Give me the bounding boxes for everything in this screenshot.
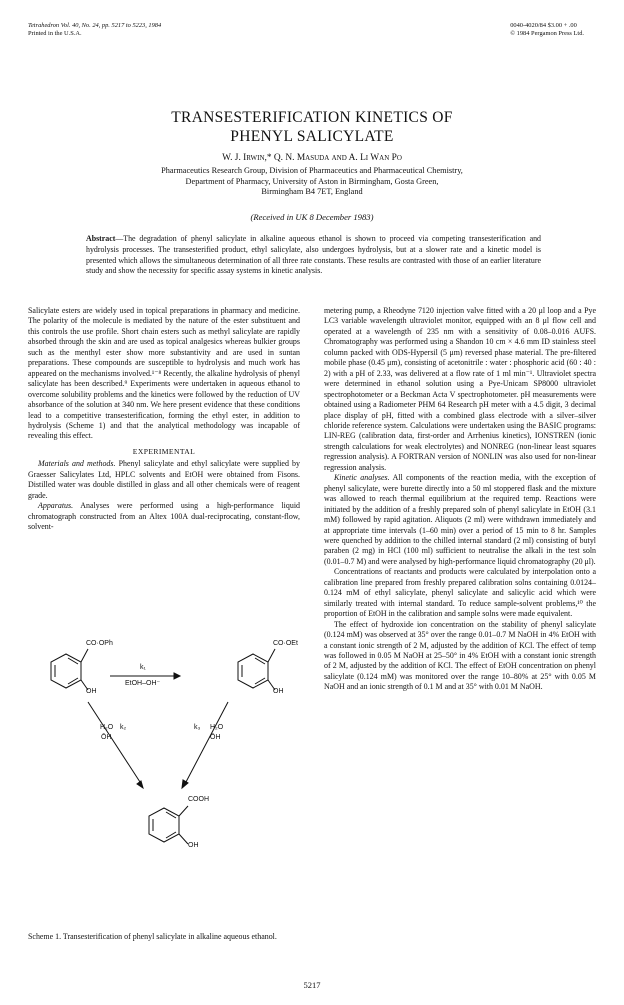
label-ethyl-ester: CO·OEt <box>273 640 298 647</box>
hydroxide-effect-paragraph: The effect of hydroxide ion concentration on the stability of phenyl salicylate (0.124 mM) was observed at 35° over the range 0.01–0.7 M NaOH in 4% EtOH with a constant ionic strength of 2 M, adjusted by the addition of KCl. The effect of temp was followed in 0.05 M NaOH at 25–50° in 4% EtOH with a constant ionic strength of 2 M, adjusted by the addition of KCl. The effect of EtOH concentration on phenyl salicylate (0.124 mM) was monitored over the range 10–80% at 25° with 0.05 M NaOH and an ionic strength of 0.1 M and at 35° with 0.01 M NaOH. <box>324 619 596 692</box>
label-h2o-right: H₂O <box>210 724 224 731</box>
right-column <box>324 306 596 693</box>
label-phenyl-ester: CO·OPh <box>86 640 113 647</box>
affiliation-line-2: Department of Pharmacy, University of Aston in Birmingham, Gosta Green, <box>185 176 439 186</box>
journal-header-right <box>510 22 584 38</box>
abstract <box>86 234 541 277</box>
journal-code: 0040-4020/84 $3.00 + .00 <box>510 22 577 29</box>
affiliation-line-3: Birmingham B4 7ET, England <box>261 187 363 197</box>
kinetic-analyses-text: All components of the reaction media, with the exception of phenyl salicylate, were burette directly into a 50 ml stoppered flask and the mixture was allowed to reach thermal equilibrium at the required temp. Reactions were initiated by the addition of a freshly prepared soln of phenyl salicylate in EtOH (3.1 mM) followed by rapid agitation. Aliquots (2 ml) were withdrawn immediately and at appropriate time intervals (1–60 min) over a period of 15 min to 8 hr. Samples were quenched by addition to the chilled internal standard (2 ml) consisting of butyl paraben (2 mg) in HCl (100 ml) sufficient to neutralise the alkali in the test soln (0.01–0.7 M) and were analysed by high-performance liquid chromatography (20 μl). <box>324 473 596 566</box>
apparatus-continued-paragraph: metering pump, a Rheodyne 7120 injection valve fitted with a 20 μl loop and a Pye LC3 variable wavelength ultraviolet monitor, equipped with an 8 μl flow cell and operated at a wavelength of 235 nm with a sensitivity of 0.08–0.016 AUFS. Chromatography was performed using a Shandon 10 cm × 4.6 mm ID stainless steel column packed with ODS-Hypersil (5 μm) reversed phase material. The pre-filtered mobile phase (0.45 μm), consisting of acetonitrile : water : phosphoric acid (60 : 40 : 2) with a pH of 2.33, was delivered at a flow rate of 1 ml min⁻¹. Ultraviolet spectra were determined in ethanol solution using a Pye-Unicam SP8000 ultraviolet spectrophotometer or a Beckman Acta V spectrophotometer. pH measurements were obtained using a Radiometer PHM 64 Research pH meter with a 4.5 digit, 3 decimal place display of pH, fitted with a combined glass electrode with a silver–silver chloride reference system. Calculations were undertaken using the BASIC programs: LIN-REG (calibration data, first-order and Arrhenius kinetics), IONSTREN (ionic strength calculations for weak electrolytes) and NONREG (non-linear least squares regression analysis). A FORTRAN version of NONLIN was also used for non-linear regression analysis. <box>324 306 596 472</box>
page-number: 5217 <box>303 980 321 990</box>
received-date: (Received in UK 8 December 1983) <box>250 212 374 222</box>
scheme-structures <box>28 622 300 922</box>
printed-location: Printed in the U.S.A. <box>28 30 82 37</box>
abstract-text: —The degradation of phenyl salicylate in alkaline aqueous ethanol is shown to proceed via competing transesterification and hydrolysis processes. The transesterified product, ethyl salicylate, also undergoes hydrolysis, but at a slower rate and a kinetic model is presented which allows the simultaneous determination of all three rate constants. These results are contrasted with those of an earlier literature study and show the necessity for specific assay systems in kinetic analysis. <box>86 234 541 276</box>
materials-label: Materials and methods. <box>38 459 116 469</box>
label-carboxylic-acid: COOH <box>188 796 209 803</box>
materials-text: Phenyl salicylate and ethyl salicylate were supplied by Graesser Salicylates Ltd, HPLC solvents and EtOH were obtained from Fisons. Distilled water was double distilled in glass and all other chemicals were of reagent grade. <box>28 459 300 500</box>
journal-header-left <box>28 22 161 38</box>
apparatus-label: Apparatus. <box>38 501 74 511</box>
kinetic-analyses-paragraph <box>324 473 596 567</box>
label-reagent: EtOH–OH⁻ <box>125 680 161 687</box>
label-oh-minus-right: ŌH <box>210 734 221 741</box>
title-line-1: TRANSESTERIFICATION KINETICS OF <box>171 109 453 126</box>
affiliation <box>0 166 624 198</box>
apparatus-text: Analyses were performed using a high-performance liquid chromatograph constructed from an Altex 100A dual-reciprocating, constant-flow, solvent- <box>28 501 300 532</box>
section-heading-experimental: EXPERIMENTAL <box>132 446 196 456</box>
copyright: © 1984 Pergamon Press Ltd. <box>510 30 584 37</box>
reaction-arrow-k3 <box>186 702 228 782</box>
left-column <box>28 306 300 533</box>
caption-label: Scheme 1. <box>28 932 62 941</box>
kinetic-analyses-label: Kinetic analyses. <box>334 473 390 483</box>
caption-text: Transesterification of phenyl salicylate in alkaline aqueous ethanol. <box>61 932 277 941</box>
intro-paragraph: Salicylate esters are widely used in topical preparations in pharmacy and medicine. The polarity of the molecule is mediated by the nature of the ester substituent and this controls the use profile. Short chain esters such as methyl salicylate are rapidly absorbed through the skin and are used as topical analgesics whereas bulkier groups such as the menthyl ester show more substantivity and are used in suntan preparations. These compounds are susceptible to hydrolysis and much work has appeared on the mechanisms involved.¹⁻⁸ Recently, the alkaline hydrolysis of phenyl salicylate has been described.⁹ Experiments were undertaken in aqueous ethanol to overcome solubility problems and the kinetics were followed by the reduction of UV absorbance of the solution at 340 nm. We here present evidence that these conditions lead to a competitive transesterification, forming the ethyl ester, in addition to hydrolysis (Scheme 1) and that the analytical methodology was incapable of revealing this effect. <box>28 306 300 441</box>
abstract-label: Abstract <box>86 234 116 243</box>
author-list: W. J. Irwin,* Q. N. Masuda and A. Li Wan Po <box>222 153 402 163</box>
label-k1: k₁ <box>140 664 146 671</box>
label-oh-acid: OH <box>188 842 199 849</box>
paper-title <box>0 108 624 146</box>
apparatus-paragraph <box>28 501 300 532</box>
label-k3: k₃ <box>194 724 201 731</box>
label-oh-phenyl: OH <box>86 688 97 695</box>
concentrations-paragraph: Concentrations of reactants and products were calculated by interpolation onto a calibration line prepared from freshly prepared calibration solns containing 0.0124–0.124 mM of ethyl salicylate, phenyl salicylate and salicylic acid which were similarly treated with internal standard. To reduce sample-solvent problems,¹⁰ the proportion of EtOH in the calibration and sample solns were made equivalent. <box>324 567 596 619</box>
title-line-2: PHENYL SALICYLATE <box>230 128 394 145</box>
materials-paragraph <box>28 459 300 501</box>
label-oh-minus-left: ŌH <box>101 734 112 741</box>
label-h2o-left: H₂O <box>100 724 114 731</box>
journal-citation: Tetrahedron Vol. 40, No. 24, pp. 5217 to 5223, 1984 <box>28 22 162 29</box>
scheme-1-diagram <box>28 622 300 922</box>
label-oh-ethyl: OH <box>273 688 284 695</box>
label-k2: k₂ <box>120 724 127 731</box>
reaction-arrow-k2 <box>88 702 140 782</box>
affiliation-line-1: Pharmaceutics Research Group, Division of Pharmaceutics and Pharmaceutical Chemistry, <box>161 166 463 175</box>
scheme-caption <box>28 932 300 942</box>
authors <box>0 153 624 163</box>
